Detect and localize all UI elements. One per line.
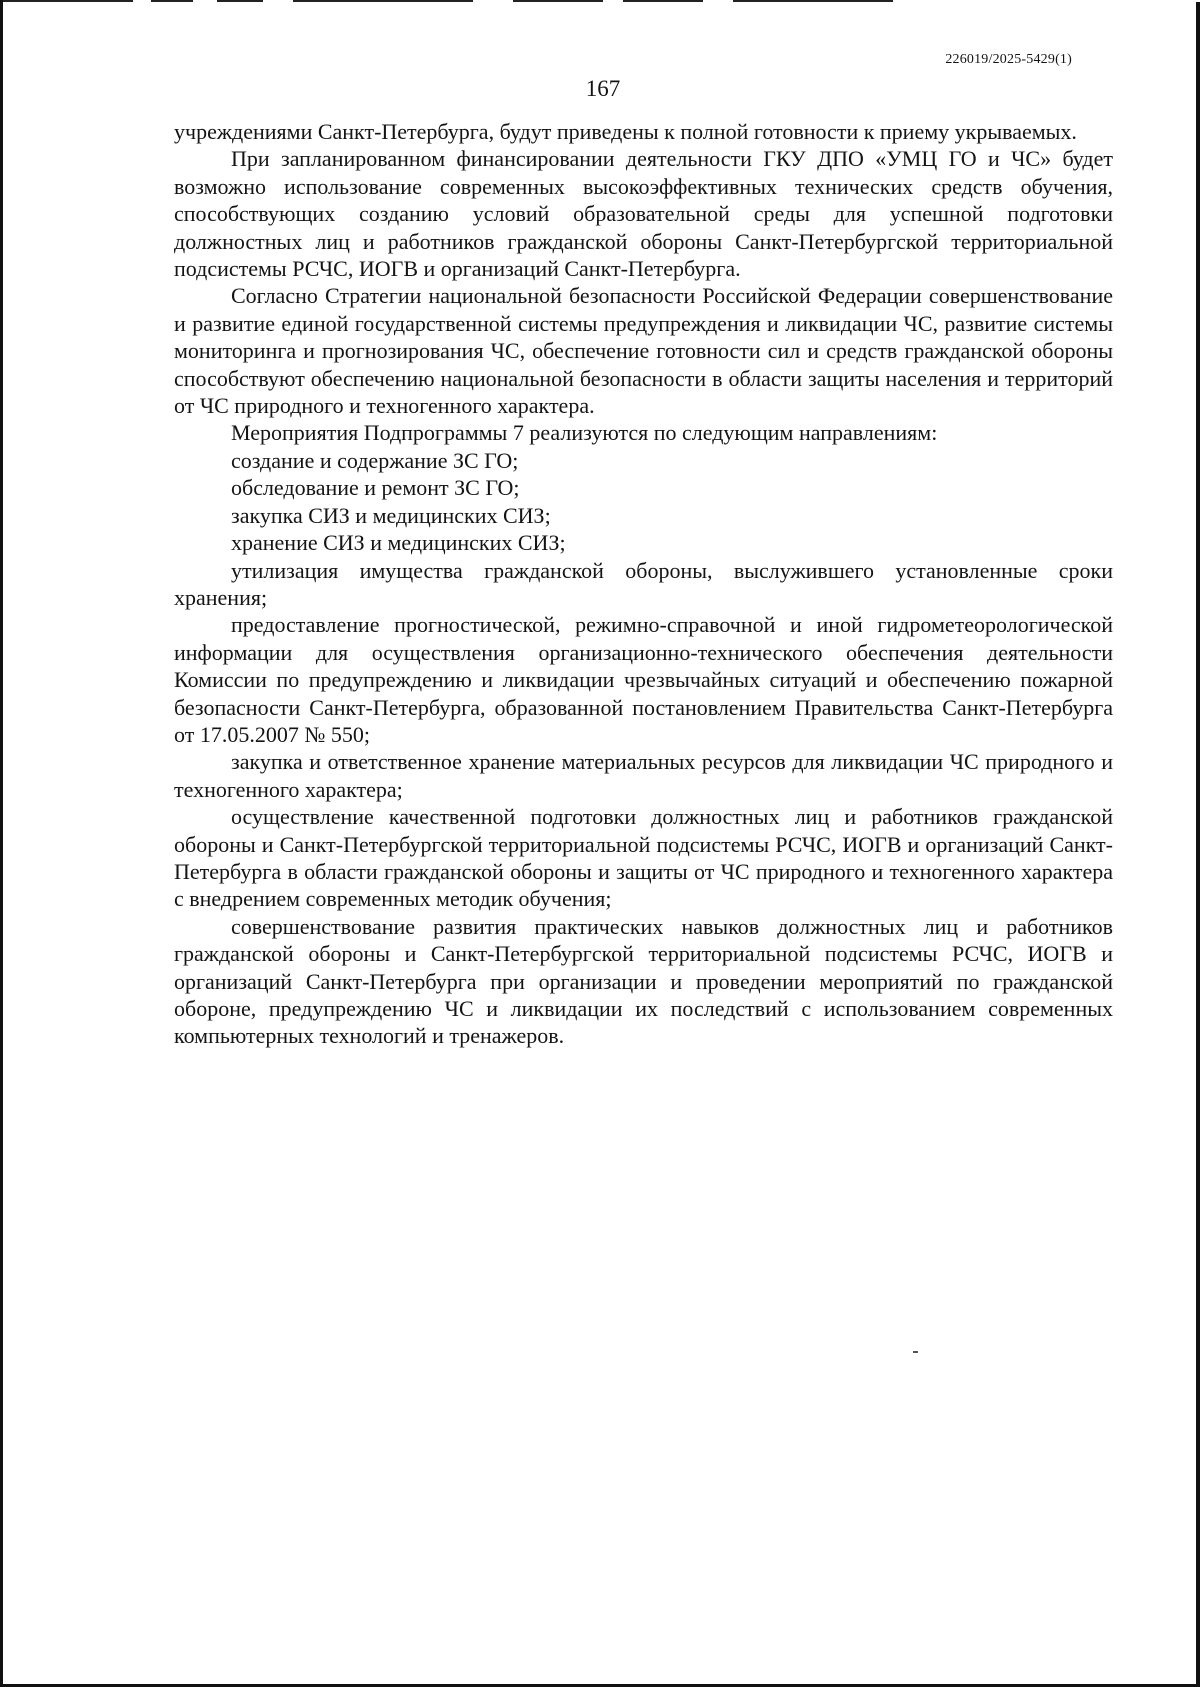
paragraph: Согласно Стратегии национальной безопасности Российской Федерации совершенствование и развитие единой государственной системы предупреждения и ликвидации ЧС, развитие системы мониторинга и прогнозирования ЧС, обеспечение готовности сил и средств гражданской обороны способствуют обеспечению национальной безопасности в области защиты населения и территорий от ЧС природного и техногенного характера. (174, 283, 1113, 419)
list-item: создание и содержание ЗС ГО; (231, 447, 519, 473)
list-item: предоставление прогностической, режимно-справочной и иной гидрометеорологической информации для осуществления организационно-технического обеспечения деятельности Комиссии по предупреждению и ликвидации чрезвычайных ситуаций и обеспечению пожарной безопасности Санкт-Петербурга, образованной постановлением Правительства Санкт-Петербурга от 17.05.2007 № 550; (174, 612, 1113, 747)
list-item: обследование и ремонт ЗС ГО; (231, 475, 520, 501)
list-item: закупка и ответственное хранение материальных ресурсов для ликвидации ЧС природного и техногенного характера; (174, 749, 1113, 802)
paragraph: Мероприятия Подпрограммы 7 реализуются по следующим направлениям: (231, 420, 938, 446)
list-item: хранение СИЗ и медицинских СИЗ; (231, 530, 566, 556)
list-item: закупка СИЗ и медицинских СИЗ; (231, 502, 551, 528)
list-item: совершенствование развития практических навыков должностных лиц и работников гражданской обороны и Санкт-Петербургской территориальной подсистемы РСЧС, ИОГВ и организаций Санкт-Петербурга при организации и проведении мероприятий по гражданской обороне, предупреждению ЧС и ликвидации их последствий с использованием современных компьютерных технологий и тренажеров. (174, 913, 1113, 1049)
scan-speck (913, 1351, 918, 1353)
list-item: осуществление качественной подготовки должностных лиц и работников гражданской обороны и Санкт-Петербургской территориальной подсистемы РСЧС, ИОГВ и организаций Санкт-Петербурга в области гражданской обороны и защиты от ЧС природного и техногенного характера с внедрением современных методик обучения; (174, 804, 1113, 912)
paragraph: учреждениями Санкт-Петербурга, будут приведены к полной готовности к приему укрываемых. (174, 119, 1077, 144)
paragraph: При запланированном финансировании деятельности ГКУ ДПО «УМЦ ГО и ЧС» будет возможно использование современных высокоэффективных технических средств обучения, способствующих созданию условий образовательной среды для успешной подготовки должностных лиц и работников гражданской обороны Санкт-Петербургской территориальной подсистемы РСЧС, ИОГВ и организаций Санкт-Петербурга. (174, 146, 1113, 282)
list-item: утилизация имущества гражданской обороны, выслужившего установленные сроки хранения; (174, 557, 1113, 610)
page-number: 167 (585, 76, 621, 101)
document-body (174, 118, 1113, 1050)
document-registration-number: 226019/2025-5429(1) (945, 52, 1072, 67)
top-border-line (3, 0, 1196, 2)
